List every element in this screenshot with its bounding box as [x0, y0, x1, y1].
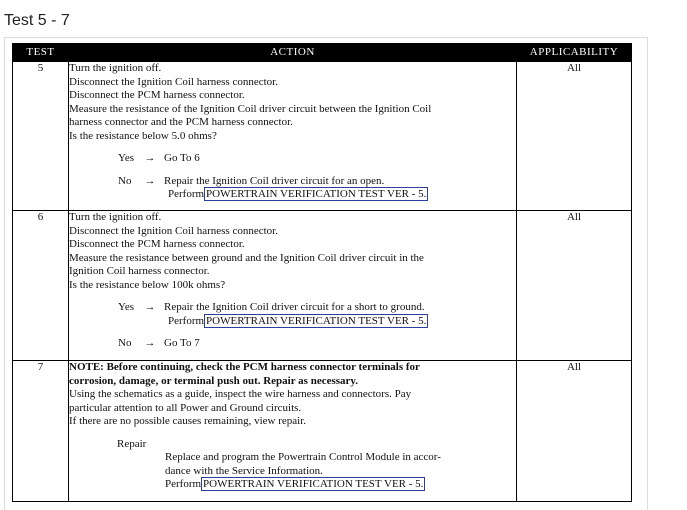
action-line: Disconnect the Ignition Coil harness connector. [69, 224, 278, 237]
action-question: Is the resistance below 100k ohms? [69, 278, 226, 291]
action-line: Disconnect the PCM harness connector. [69, 89, 245, 101]
page-title: Test 5 - 7 [4, 12, 70, 29]
no-label: No [118, 337, 132, 349]
test-number: 5 [13, 62, 69, 211]
yes-label: Yes [118, 301, 135, 313]
action-line: harness connector and the PCM harness connector. [69, 116, 293, 128]
no-branch [69, 175, 516, 189]
verification-test-link[interactable]: POWERTRAIN VERIFICATION TEST VER - 5. [206, 314, 427, 327]
arrow-right-icon: → [144, 301, 156, 313]
action-line: Measure the resistance between ground and the Ignition Coil driver circuit in the [69, 251, 424, 264]
action-line: Ignition Coil harness connector. [69, 265, 210, 277]
action-cell [69, 211, 517, 361]
action-line: Disconnect the Ignition Coil harness connector. [69, 75, 278, 88]
action-line: particular attention to all Power and Ground circuits. [69, 401, 302, 414]
action-line: If there are no possible causes remaining, view repair. [69, 415, 307, 427]
action-question: Is the resistance below 5.0 ohms? [69, 129, 217, 142]
header-applicability: APPLICABILITY [517, 44, 632, 62]
action-cell [69, 361, 517, 502]
perform-line: Perform POWERTRAIN VERIFICATION TEST VER - 5. [168, 314, 427, 327]
diagnostic-table [12, 43, 632, 502]
repair-label: Repair [117, 437, 147, 450]
perform-line: Perform POWERTRAIN VERIFICATION TEST VER - 5. [165, 478, 424, 490]
test-number: 7 [13, 361, 69, 502]
yes-result: Go To 6 [164, 152, 200, 164]
test-number: 6 [13, 211, 69, 361]
yes-branch [69, 301, 516, 315]
note-line: NOTE: Before continuing, check the PCM harness connector terminals for [69, 361, 420, 373]
yes-label: Yes [118, 152, 135, 164]
table-header-row [13, 44, 632, 62]
verification-test-link[interactable]: POWERTRAIN VERIFICATION TEST VER - 5. [203, 478, 424, 490]
yes-branch [69, 152, 516, 166]
repair-line: Replace and program the Powertrain Control Module in accor- [165, 451, 441, 463]
perform-line: Perform POWERTRAIN VERIFICATION TEST VER - 5. [168, 188, 427, 200]
applicability: All [517, 62, 632, 211]
table-row-test-7 [13, 361, 632, 502]
applicability: All [517, 361, 632, 502]
action-line: Measure the resistance of the Ignition Coil driver circuit between the Ignition Coil [69, 102, 432, 115]
action-line: Turn the ignition off. [69, 62, 162, 74]
no-result: Go To 7 [164, 337, 200, 349]
action-line: Disconnect the PCM harness connector. [69, 238, 245, 250]
no-branch [69, 337, 516, 351]
note-line: corrosion, damage, or terminal push out. Repair as necessary. [69, 374, 359, 387]
no-label: No [118, 174, 132, 187]
header-action: ACTION [69, 44, 517, 62]
arrow-right-icon: → [144, 174, 156, 187]
table-row-test-6 [13, 211, 632, 361]
repair-line: dance with the Service Information. [165, 464, 323, 477]
action-line: Using the schematics as a guide, inspect the wire harness and connectors. Pay [69, 388, 412, 400]
arrow-right-icon: → [144, 337, 156, 349]
verification-test-link[interactable]: POWERTRAIN VERIFICATION TEST VER - 5. [206, 188, 427, 200]
header-test: TEST [13, 44, 69, 62]
yes-result: Repair the Ignition Coil driver circuit for a short to ground. [164, 301, 425, 313]
arrow-right-icon: → [144, 152, 156, 164]
action-cell [69, 62, 517, 211]
no-result: Repair the Ignition Coil driver circuit for an open. [164, 174, 385, 187]
table-row-test-5 [13, 62, 632, 211]
applicability: All [517, 211, 632, 361]
action-line: Turn the ignition off. [69, 211, 162, 223]
